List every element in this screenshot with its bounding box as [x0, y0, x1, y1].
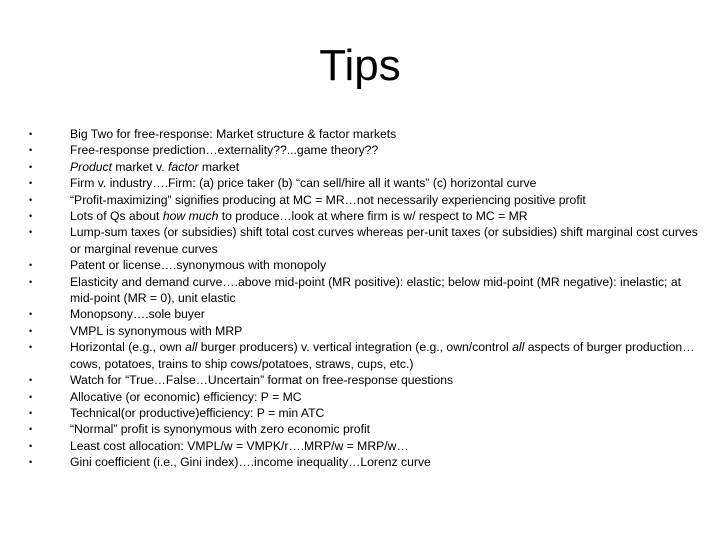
text-segment: market v.: [112, 159, 168, 174]
bullet-icon: •: [29, 161, 33, 172]
text-segment: market: [198, 159, 240, 174]
text-segment: Lots of Qs about: [70, 209, 163, 224]
text-segment: Horizontal (e.g., own: [70, 340, 186, 355]
text-segment: VMPL is synonymous with MRP: [70, 323, 243, 338]
tip-text: [70, 324, 242, 338]
bullet-icon: •: [29, 129, 33, 139]
bullet-icon: •: [29, 325, 33, 336]
tip-text: [70, 127, 396, 141]
tip-text: [70, 225, 698, 255]
text-segment: burger producers) v. vertical integration (e.g., own/control: [197, 340, 513, 355]
list-item: [22, 421, 702, 437]
list-item: [22, 208, 702, 224]
text-segment: “Profit-maximizing” signifies producing at MC = MR…not necessarily experiencing positive profit: [70, 192, 586, 207]
tip-text: [70, 406, 324, 420]
list-item: [22, 438, 702, 454]
list-item: [22, 159, 702, 175]
list-item: [22, 339, 702, 372]
tip-text: [70, 209, 528, 223]
text-segment: Firm v. industry….Firm: (a) price taker (b) “can sell/hire all it wants” (c) horizontal curve: [70, 176, 537, 191]
text-segment: “Normal” profit is synonymous with zero economic profit: [70, 422, 371, 437]
list-item: [22, 257, 702, 273]
text-segment: Technical(or productive)efficiency: P = min ATC: [70, 405, 325, 420]
text-segment: Least cost allocation: VMPL/w = VMPK/r….MRP/w = MRP/w…: [70, 438, 409, 453]
tip-text: [70, 275, 681, 305]
bullet-icon: •: [29, 407, 33, 418]
text-segment: Elasticity and demand curve….above mid-point (MR positive): elastic; below mid-point (MR negative): inelastic; at mid-point (MR = 0), unit elastic: [70, 274, 681, 306]
text-segment: Free-response prediction…externality??...game theory??: [70, 143, 379, 158]
bullet-icon: •: [29, 375, 33, 386]
bullet-icon: •: [29, 309, 33, 320]
bullet-icon: •: [29, 260, 33, 271]
emphasis-text: all: [512, 340, 525, 355]
list-item: [22, 454, 702, 470]
tip-text: [70, 193, 586, 207]
bullet-icon: •: [29, 145, 33, 156]
tip-text: [70, 455, 431, 469]
list-item: [22, 126, 702, 142]
list-item: [22, 306, 702, 322]
text-segment: Watch for “True…False…Uncertain” format on free-response questions: [70, 373, 454, 388]
emphasis-text: how much: [162, 209, 219, 224]
text-segment: Lump-sum taxes (or subsidies) shift total cost curves whereas per-unit taxes (or subsidies) shift marginal cost curves or marginal revenue curves: [70, 225, 698, 256]
text-segment: Big Two for free-response: Market structure & factor markets: [70, 127, 397, 141]
bullet-icon: •: [29, 391, 33, 402]
tip-text: [70, 422, 370, 436]
emphasis-text: all: [185, 340, 198, 355]
tip-text: [70, 176, 536, 190]
list-item: [22, 175, 702, 191]
tip-text: [70, 390, 302, 404]
text-segment: aspects of burger production…cows, potatoes, trains to ship cows/potatoes, straws, cups, etc.): [70, 340, 695, 371]
emphasis-text: Product: [70, 159, 113, 174]
text-segment: Gini coefficient (i.e., Gini index)….income inequality…Lorenz curve: [70, 455, 431, 470]
bullet-icon: •: [29, 194, 33, 205]
bullet-icon: •: [29, 178, 33, 189]
bullet-icon: •: [29, 457, 33, 468]
bullet-icon: •: [29, 276, 33, 287]
bullet-icon: •: [29, 424, 33, 435]
tip-text: [70, 373, 453, 387]
list-item: [22, 389, 702, 405]
bullet-icon: •: [29, 342, 33, 353]
list-item: [22, 224, 702, 257]
tip-text: [70, 143, 378, 157]
list-item: [22, 405, 702, 421]
list-item: [22, 323, 702, 339]
tips-list: [22, 126, 702, 471]
tip-text: [70, 307, 205, 321]
text-segment: Patent or license….synonymous with monopoly: [70, 258, 327, 273]
bullet-icon: •: [29, 211, 33, 222]
bullet-icon: •: [29, 440, 33, 451]
tip-text: [70, 160, 239, 174]
list-item: [22, 142, 702, 158]
tip-text: [70, 258, 326, 272]
tip-text: [70, 439, 409, 453]
text-segment: Allocative (or economic) efficiency: P = MC: [70, 389, 302, 404]
list-item: [22, 372, 702, 388]
bullet-icon: •: [29, 227, 33, 238]
emphasis-text: factor: [168, 159, 199, 174]
text-segment: Monopsony….sole buyer: [70, 307, 205, 322]
text-segment: to produce…look at where firm is w/ respect to MC = MR: [218, 209, 528, 224]
list-item: [22, 274, 702, 307]
tip-text: [70, 340, 694, 370]
slide-title: Tips: [319, 41, 401, 90]
list-item: [22, 192, 702, 208]
